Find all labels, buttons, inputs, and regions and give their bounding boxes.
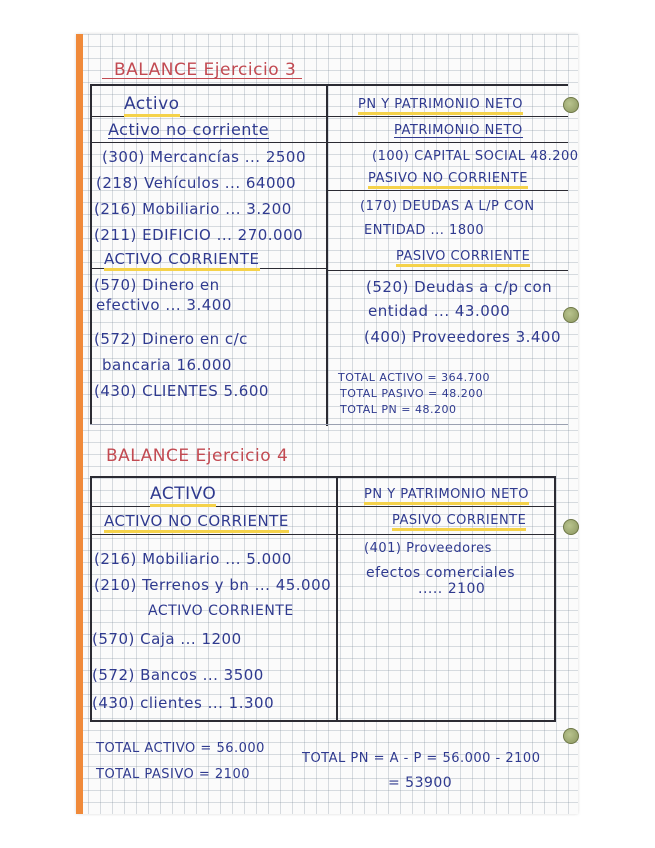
binder-hole-icon [563, 307, 579, 323]
equity-liabilities-heading: PN Y PATRIMONIO NETO [364, 488, 529, 505]
asset-line-300: (300) Mercancías ... 2500 [102, 148, 306, 166]
total-assets: TOTAL ACTIVO = 364.700 [338, 371, 491, 384]
binder-hole-icon [563, 519, 579, 535]
current-assets-heading: ACTIVO CORRIENTE [148, 603, 294, 619]
asset-line-211: (211) EDIFICIO ... 270.000 [94, 226, 304, 244]
total-assets: TOTAL ACTIVO = 56.000 [96, 741, 265, 756]
total-equity: TOTAL PN = A - P = 56.000 - 2100 [302, 751, 541, 766]
asset-line-572: (572) Bancos ... 3500 [92, 666, 264, 684]
liability-line-170: (170) DEUDAS A L/P CON [360, 199, 535, 214]
asset-line-570-cont: efectivo ... 3.400 [96, 296, 232, 314]
row-divider [338, 506, 554, 507]
non-current-liabilities-heading: PASIVO NO CORRIENTE [368, 172, 528, 189]
row-divider [328, 270, 568, 271]
current-liabilities-heading: PASIVO CORRIENTE [396, 250, 530, 267]
current-assets-heading: ACTIVO CORRIENTE [104, 252, 260, 271]
asset-line-430: (430) clientes ... 1.300 [92, 694, 275, 712]
liability-line-520: (520) Deudas a c/p con [366, 278, 553, 296]
row-divider [92, 534, 336, 535]
liability-line-401-cont: efectos comerciales [366, 565, 516, 581]
table-right-border [554, 476, 556, 720]
page-margin-strip [76, 34, 83, 814]
assets-heading: Activo [124, 96, 180, 117]
binder-hole-icon [563, 728, 579, 744]
section-divider [90, 424, 568, 425]
asset-line-430: (430) CLIENTES 5.600 [94, 382, 269, 400]
asset-line-216: (216) Mobiliario ... 5.000 [94, 550, 292, 568]
row-divider [92, 142, 326, 143]
exercise-4-title: BALANCE Ejercicio 4 [106, 446, 289, 466]
total-equity-result: = 53900 [388, 775, 453, 791]
table-left-border [90, 84, 92, 424]
table-center-divider [326, 84, 328, 426]
row-divider [328, 142, 568, 143]
equity-line-100: (100) CAPITAL SOCIAL 48.200 [372, 149, 579, 164]
table-top-border [90, 476, 556, 478]
non-current-assets-heading: Activo no corriente [108, 120, 270, 139]
liability-line-400: (400) Proveedores 3.400 [364, 328, 562, 346]
liability-line-520-cont: entidad ... 43.000 [368, 302, 511, 320]
table-bottom-border [90, 720, 556, 722]
total-liabilities: TOTAL PASIVO = 48.200 [340, 387, 484, 400]
asset-line-210: (210) Terrenos y bn ... 45.000 [94, 576, 332, 594]
table-top-border [90, 84, 568, 86]
liability-line-170-cont: ENTIDAD ... 1800 [364, 223, 485, 238]
liability-line-401: (401) Proveedores [364, 541, 492, 556]
non-current-assets-heading: ACTIVO NO CORRIENTE [104, 514, 289, 533]
assets-heading: ACTIVO [150, 486, 216, 507]
row-divider [328, 116, 568, 117]
equity-liabilities-heading: PN Y PATRIMONIO NETO [358, 98, 523, 115]
table-center-divider [336, 476, 338, 720]
row-divider [328, 190, 568, 191]
total-equity: TOTAL PN = 48.200 [340, 403, 457, 416]
asset-line-572-cont: bancaria 16.000 [102, 356, 232, 374]
asset-line-218: (218) Vehículos ... 64000 [96, 174, 297, 192]
total-liabilities: TOTAL PASIVO = 2100 [96, 767, 250, 782]
asset-line-570: (570) Dinero en [94, 276, 220, 294]
binder-hole-icon [563, 97, 579, 113]
current-liabilities-heading: PASIVO CORRIENTE [392, 514, 526, 531]
equity-heading: PATRIMONIO NETO [394, 123, 523, 138]
exercise-3-title: BALANCE Ejercicio 3 [114, 60, 297, 80]
asset-line-216: (216) Mobiliario ... 3.200 [94, 200, 292, 218]
row-divider [338, 534, 554, 535]
liability-line-401-value: ..... 2100 [418, 581, 486, 597]
asset-line-572: (572) Dinero en c/c [94, 330, 248, 348]
asset-line-570: (570) Caja ... 1200 [92, 630, 242, 648]
